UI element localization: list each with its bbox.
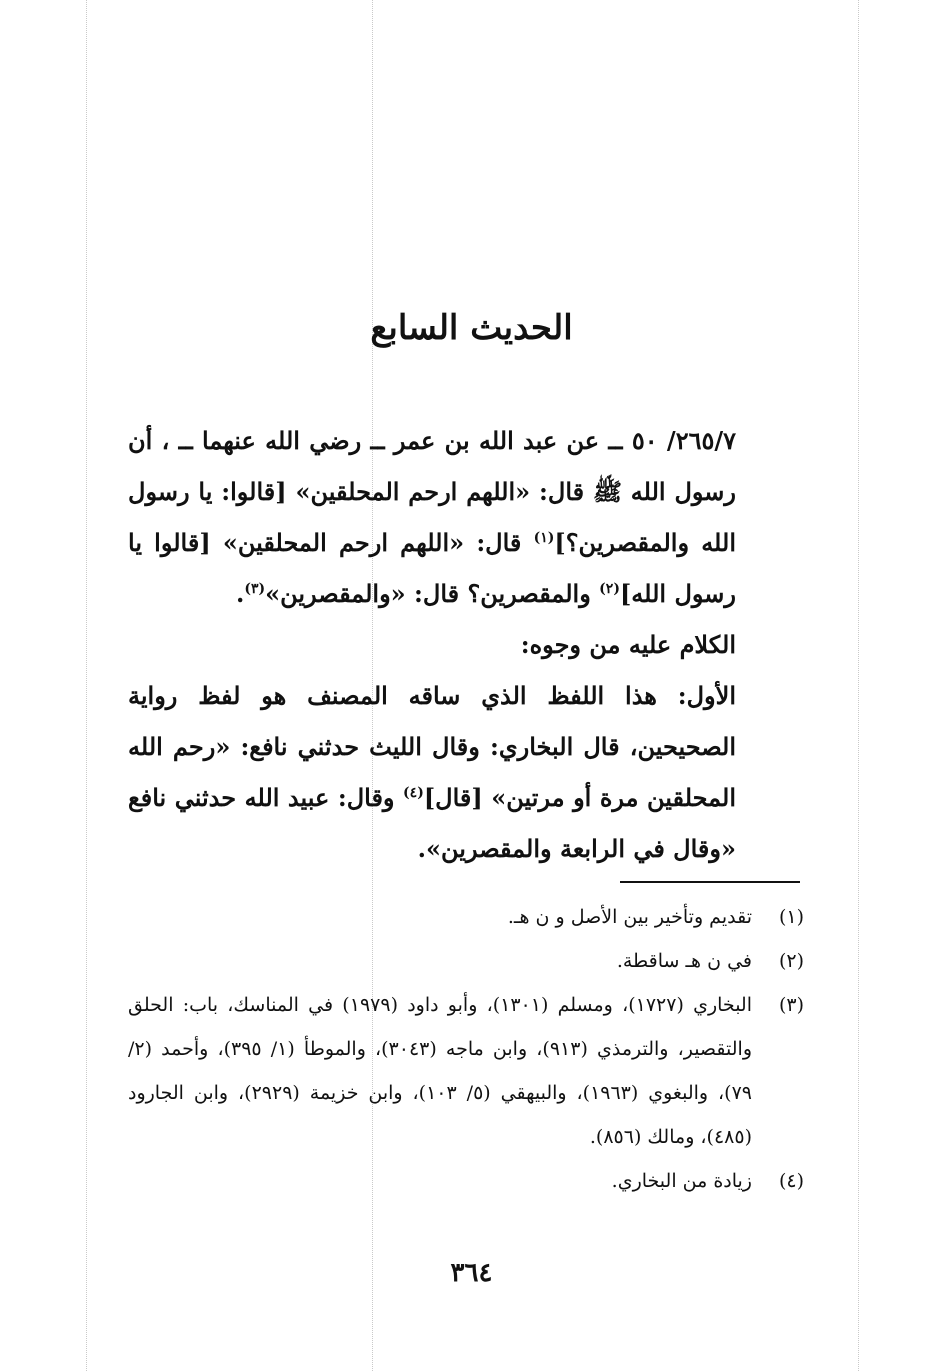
scan-margin-dots-right xyxy=(858,0,859,1371)
footnote-text: تقديم وتأخير بين الأصل و ن هـ. xyxy=(507,906,752,928)
footnote-item xyxy=(128,983,804,1159)
hadith-text-4: . xyxy=(235,579,245,608)
main-text xyxy=(128,415,804,874)
footnote-text: البخاري (١٧٢٧)، ومسلم (١٣٠١)، وأبو داود (١٩٧٩) في المناسك، باب: الحلق والتقصير، والترمذي (٩١٣)، وابن ماجه (٣٠٤٣)، والموطأ (١/ ٣٩٥)، وأحمد (٢/ ٧٩)، والبغوي (١٩٦٣)، والبيهقي (٥/ ١٠٣)، وابن خزيمة (٢٩٢٩)، وابن الجارود (٤٨٥)، ومالك (٨٥٦). xyxy=(128,994,752,1148)
scan-margin-dots-left xyxy=(86,0,87,1371)
footnote-ref-2: (٢) xyxy=(599,581,620,597)
footnote-ref-3: (٣) xyxy=(244,581,266,597)
hadith-text-3: والمقصرين؟ قال: «والمقصرين» xyxy=(265,579,600,608)
footnote-item xyxy=(128,895,804,939)
hadith-paragraph xyxy=(128,415,804,619)
footnote-ref-4: (٤) xyxy=(403,785,424,801)
footnote-number: (٤) xyxy=(778,1170,804,1192)
footnote-item xyxy=(128,939,804,983)
hadith-text-2: قال: «اللهم ارحم المحلقين» [قالوا يا رسول الله] xyxy=(128,528,736,608)
footnote-number: (٢) xyxy=(778,950,804,972)
footnote-number: (١) xyxy=(778,906,804,928)
footnote-text: زيادة من البخاري. xyxy=(611,1170,752,1192)
first-aspect-text-2: وقال: عبيد الله حدثني نافع «وقال في الرابعة والمقصرين». xyxy=(128,783,736,863)
footnote-divider xyxy=(620,881,800,883)
footnote-number: (٣) xyxy=(778,994,804,1016)
footnote-text: في ن هـ ساقطة. xyxy=(616,950,752,972)
first-aspect-paragraph xyxy=(128,670,804,874)
intro-line: الكلام عليه من وجوه: xyxy=(520,630,736,659)
footnote-ref-1: (١) xyxy=(533,530,555,546)
footnotes xyxy=(128,895,804,1203)
hadith-text-1: ٢٦٥/٧/ ٥٠ ــ عن عبد الله بن عمر ــ رضي الله عنهما ــ ، أن رسول الله ﷺ قال: «اللهم ارحم المحلقين» [قالوا: يا رسول الله والمقصرين؟] xyxy=(128,426,737,557)
first-aspect-text-1: الأول: هذا اللفظ الذي ساقه المصنف هو لفظ رواية الصحيحين، قال البخاري: وقال الليث حدثني نافع: «رحم الله المحلقين مرة أو مرتين» [قال] xyxy=(128,681,736,812)
chapter-title: الحديث السابع xyxy=(370,308,573,348)
footnote-item xyxy=(128,1159,804,1203)
page-number: ٣٦٤ xyxy=(450,1258,493,1288)
